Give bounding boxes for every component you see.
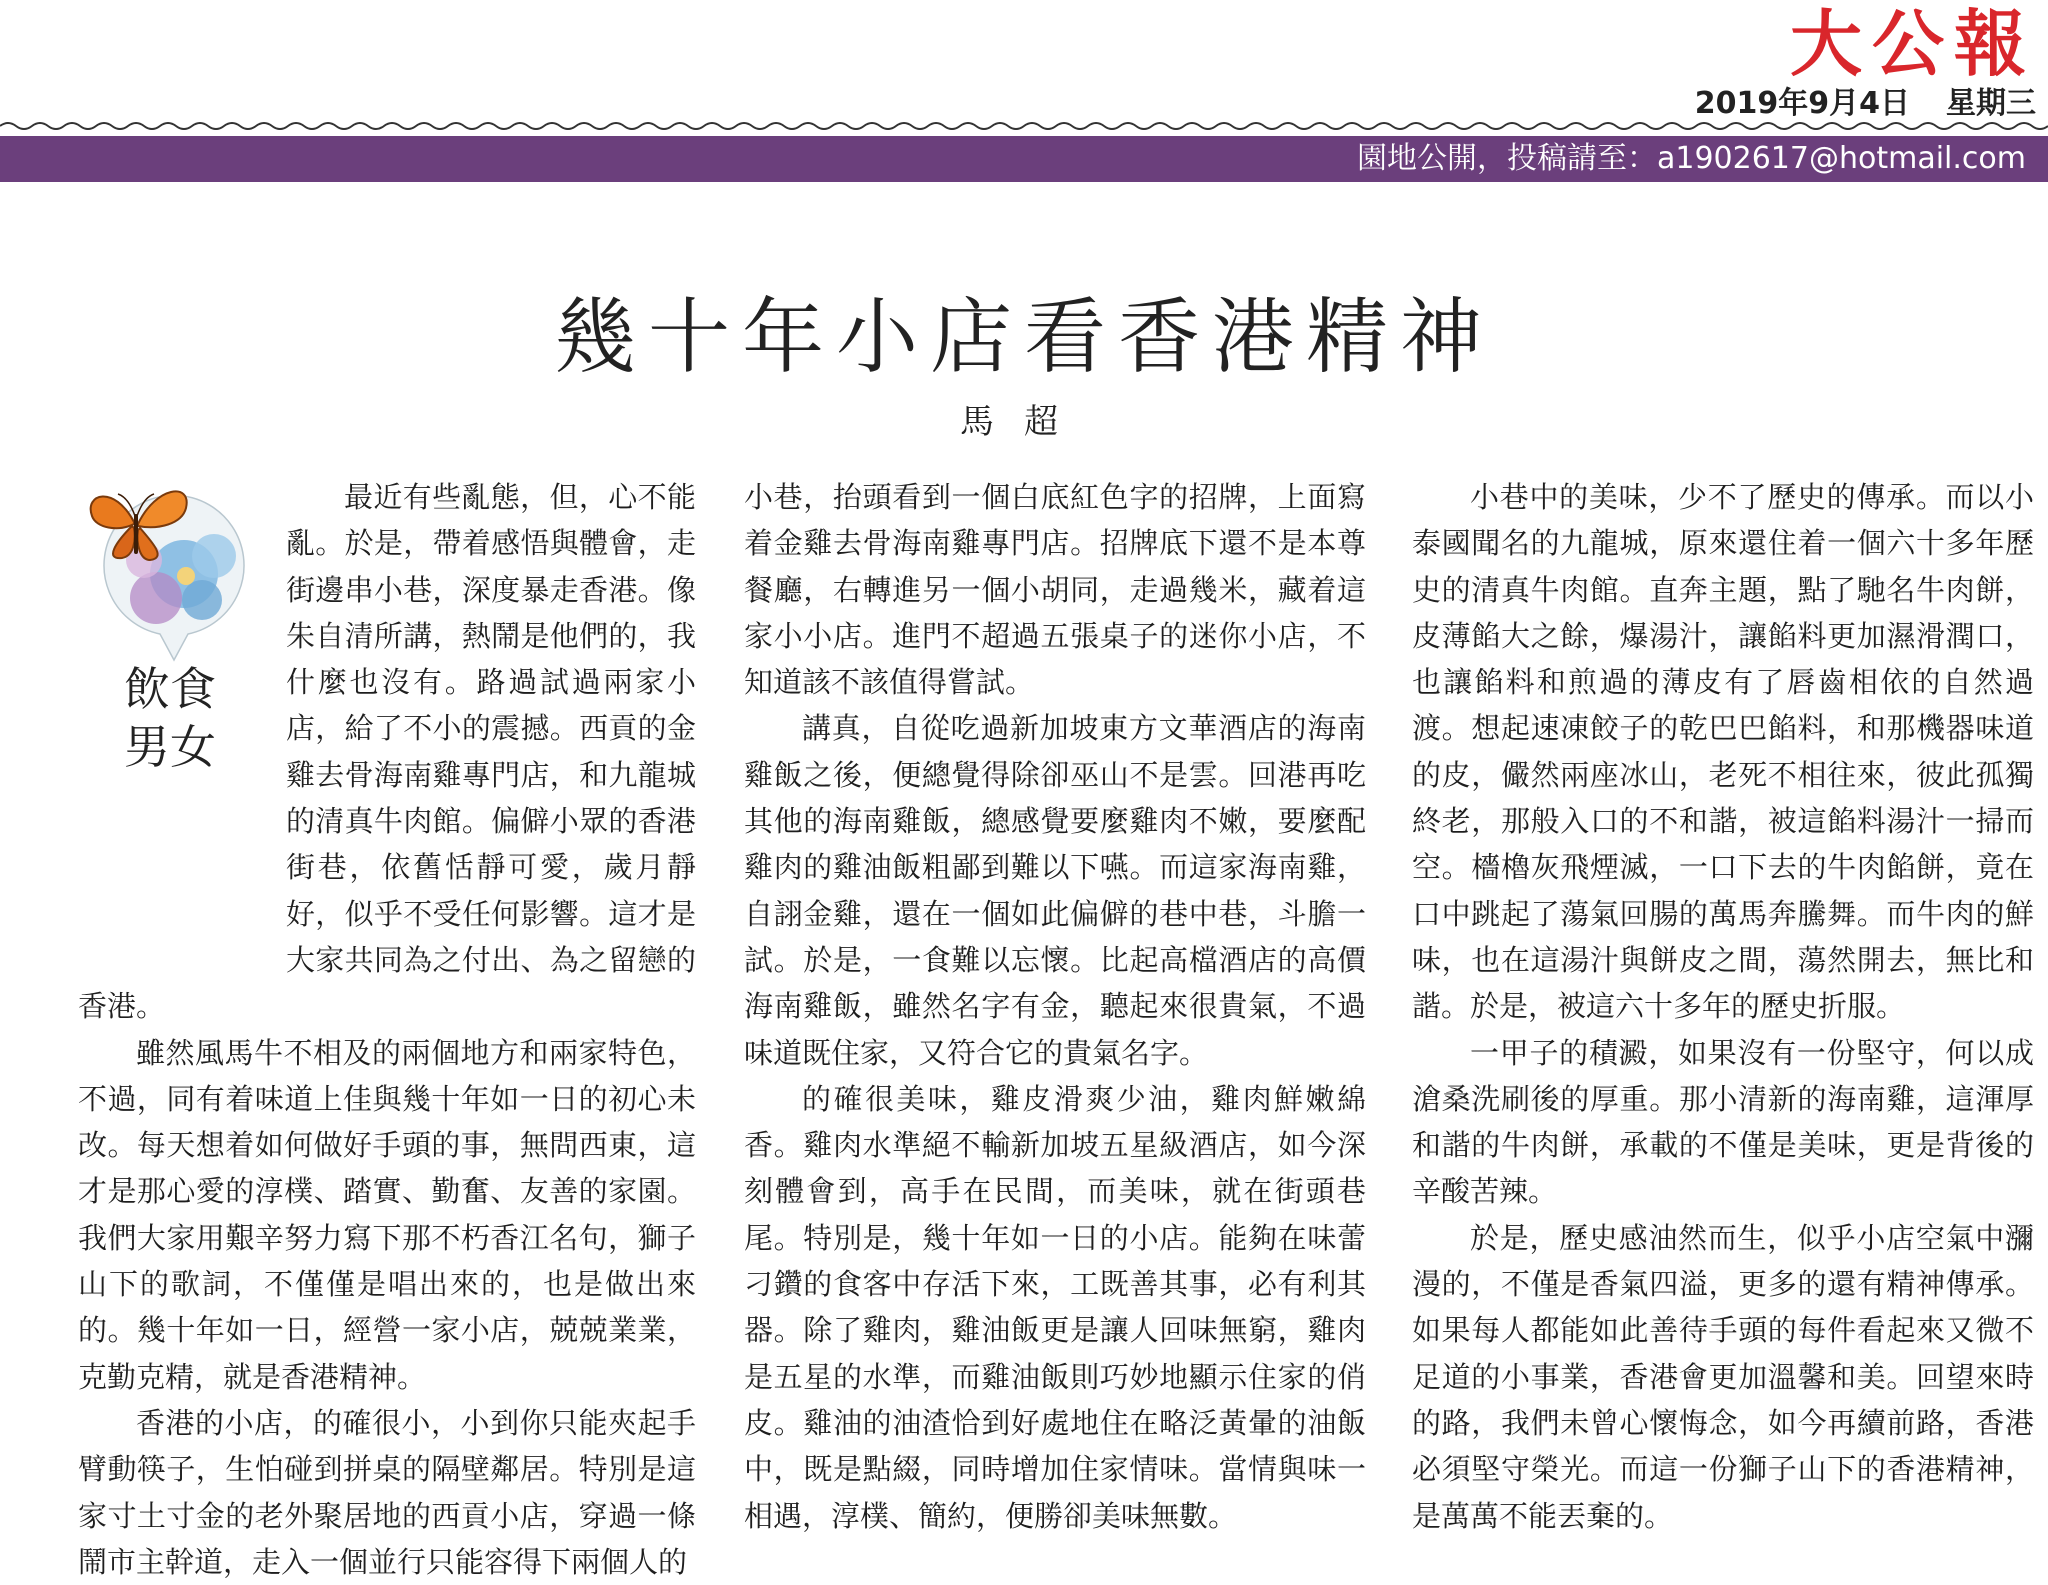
article-column-2 [744, 474, 1366, 1539]
paragraph: 的確很美味，雞皮滑爽少油，雞肉鮮嫩綿香。雞肉水準絕不輸新加坡五星級酒店，如今深刻體會到，高手在民間，而美味，就在街頭巷尾。特別是，幾十年如一日的小店。能夠在味蕾刁鑽的食客中存活下來，工既善其事，必有利其器。除了雞肉，雞油飯更是讓人回味無窮，雞肉是五星的水準，而雞油飯則巧妙地顯示住家的俏皮。雞油的油渣恰到好處地住在略泛黃暈的油飯中，既是點綴，同時增加住家情味。當情與味一相遇，淳樸、簡約，便勝卻美味無數。 [744, 1081, 1366, 1533]
column-label-line1: 飲食 [124, 662, 216, 716]
paragraph: 香港的小店，的確很小，小到你只能夾起手臂動筷子，生怕碰到拼桌的隔壁鄰居。特別是這家寸土寸金的老外聚居地的西貢小店，穿過一條鬧市主幹道，走入一個並行只能容得下兩個人的 [78, 1405, 696, 1579]
paragraph: 講真，自從吃過新加坡東方文華酒店的海南雞飯之後，便總覺得除卻巫山不是雲。回港再吃其他的海南雞飯，總感覺要麼雞肉不嫩，要麼配雞肉的雞油飯粗鄙到難以下嚥。而這家海南雞，自詡金雞，還在一個如此偏僻的巷中巷，斗膽一試。於是，一食難以忘懷。比起高檔酒店的高價海南雞飯，雖然名字有金，聽起來很貴氣，不過味道既住家，又符合它的貴氣名字。 [744, 711, 1366, 1070]
column-label-line2: 男女 [124, 720, 216, 774]
issue-date [1695, 78, 2036, 122]
article-column-3 [1412, 474, 2034, 1539]
emblem-wrap-space [78, 474, 286, 937]
paragraph: 一甲子的積澱，如果沒有一份堅守，何以成滄桑洗刷後的厚重。那小清新的海南雞，這渾厚和諧的牛肉餅，承載的不僅是美味，更是背後的辛酸苦辣。 [1412, 1035, 2034, 1209]
newspaper-masthead: 大公報 [1789, 1, 2036, 86]
article-title: 幾十年小店看香港精神 [553, 290, 1494, 385]
wavy-divider [0, 118, 2048, 134]
weekday-text: 星期三 [1946, 86, 2036, 121]
submission-band [0, 136, 2048, 182]
paragraph: 雖然風馬牛不相及的兩個地方和兩家特色，不過，同有着味道上佳與幾十年如一日的初心未改。每天想着如何做好手頭的事，無問西東，這才是那心愛的淳樸、踏實、勤奮、友善的家園。我們大家用艱辛努力寫下那不朽香江名句，獅子山下的歌詞，不僅僅是唱出來的，也是做出來的。幾十年如一日，經營一家小店，兢兢業業，克勤克精，就是香港精神。 [78, 1035, 696, 1394]
article-column-1 [78, 474, 696, 1585]
paragraph: 於是，歷史感油然而生，似乎小店空氣中瀰漫的，不僅是香氣四溢，更多的還有精神傳承。如果每人都能如此善待手頭的每件看起來又微不足道的小事業，香港會更加溫馨和美。回望來時的路，我們未曾心懷悔念，如今再續前路，香港必須堅守榮光。而這一份獅子山下的香港精神，是萬萬不能丟棄的。 [1412, 1220, 2034, 1533]
submission-text: 園地公開，投稿請至：a1902617@hotmail.com [1356, 141, 2026, 176]
paragraph: 小巷中的美味，少不了歷史的傳承。而以小泰國聞名的九龍城，原來還住着一個六十多年歷史的清真牛肉館。直奔主題，點了馳名牛肉餅，皮薄餡大之餘，爆湯汁，讓餡料更加濕滑潤口，也讓餡料和煎過的薄皮有了唇齒相依的自然過渡。想起速凍餃子的乾巴巴餡料，和那機器味道的皮，儼然兩座冰山，老死不相往來，彼此孤獨終老，那般入口的不和諧，被這餡料湯汁一掃而空。檣櫓灰飛煙滅，一口下去的牛肉餡餅，竟在口中跳起了蕩氣回腸的萬馬奔騰舞。而牛肉的鮮味，也在這湯汁與餅皮之間，蕩然開去，無比和諧。於是，被這六十多年的歷史折服。 [1412, 480, 2034, 1024]
date-text: 2019年9月4日 [1694, 86, 1910, 121]
paragraph: 最近有些亂態，但，心不能亂。於是，帶着感悟與體會，走街邊串小巷，深度暴走香港。像朱自清所講，熱鬧是他們的，我什麼也沒有。路過試過兩家小店，給了不小的震撼。西貢的金雞去骨海南雞專門店，和九龍城的清真牛肉館。偏僻小眾的香港街巷，依舊恬靜可愛，歲月靜好，似乎不受任何影響。這才是大家共同為之付出、為之留戀的香港。 [78, 480, 696, 1024]
paragraph: 小巷，抬頭看到一個白底紅色字的招牌，上面寫着金雞去骨海南雞專門店。招牌底下還不是本尊餐廳，右轉進另一個小胡同，走過幾米，藏着這家小小店。進門不超過五張桌子的迷你小店，不知道該不該值得嘗試。 [744, 480, 1366, 700]
article-author: 馬超 [960, 402, 1088, 442]
